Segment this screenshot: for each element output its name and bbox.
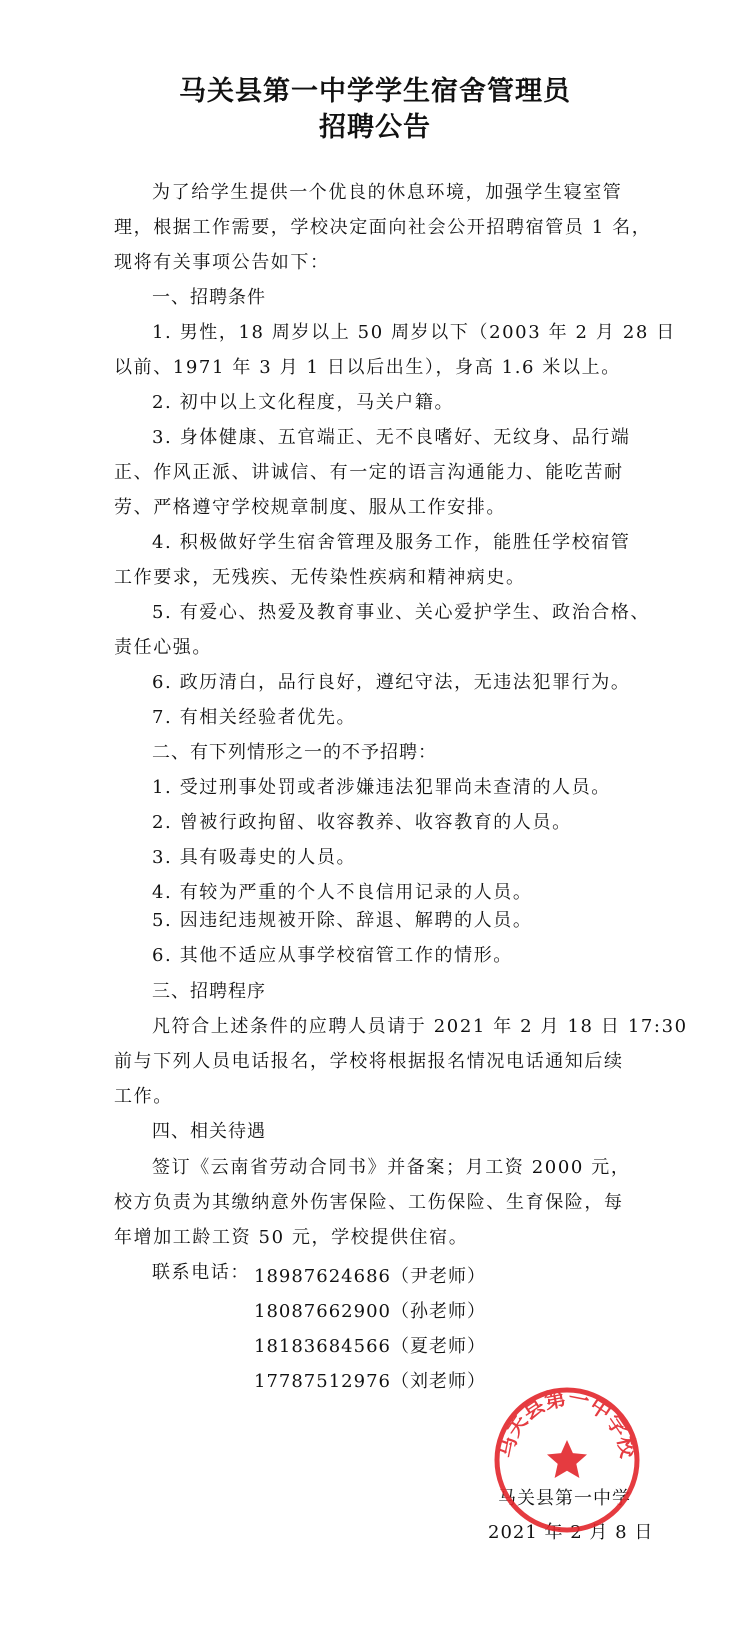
condition-line: 3. 身体健康、五官端正、无不良嗜好、无纹身、品行端 <box>152 427 631 448</box>
section-heading-benefits: 四、相关待遇 <box>152 1121 266 1142</box>
exclusion-line: 1. 受过刑事处罚或者涉嫌违法犯罪尚未查清的人员。 <box>152 777 611 798</box>
condition-line: 7. 有相关经验者优先。 <box>152 707 357 728</box>
procedure-line: 凡符合上述条件的应聘人员请于 2021 年 2 月 18 日 17:30 <box>152 1016 688 1037</box>
section-heading-procedure: 三、招聘程序 <box>152 981 266 1002</box>
exclusion-line: 6. 其他不适应从事学校宿管工作的情形。 <box>152 945 513 966</box>
intro-line: 理，根据工作需要，学校决定面向社会公开招聘宿管员 1 名， <box>114 217 652 238</box>
condition-line: 劳、严格遵守学校规章制度、服从工作安排。 <box>114 497 506 518</box>
condition-line: 责任心强。 <box>114 637 212 658</box>
exclusion-line: 5. 因违纪违规被开除、辞退、解聘的人员。 <box>152 910 533 931</box>
condition-line: 4. 积极做好学生宿舍管理及服务工作，能胜任学校宿管 <box>152 532 631 553</box>
condition-line: 正、作风正派、讲诚信、有一定的语言沟通能力、能吃苦耐 <box>114 462 624 483</box>
signature-org: 马关县第一中学 <box>498 1488 631 1509</box>
procedure-line: 工作。 <box>114 1086 173 1107</box>
contact-phone: 18987624686（尹老师） <box>254 1266 486 1287</box>
condition-line: 2. 初中以上文化程度，马关户籍。 <box>152 392 455 413</box>
benefit-line: 签订《云南省劳动合同书》并备案；月工资 2000 元， <box>152 1157 631 1178</box>
exclusion-line: 4. 有较为严重的个人不良信用记录的人员。 <box>152 882 533 903</box>
page-title: 马关县第一中学学生宿舍管理员 <box>179 76 571 107</box>
signature-date: 2021 年 2 月 8 日 <box>488 1522 654 1543</box>
condition-line: 工作要求，无残疾、无传染性疾病和精神病史。 <box>114 567 526 588</box>
contact-phone: 18087662900（孙老师） <box>254 1301 486 1322</box>
condition-line: 5. 有爱心、热爱及教育事业、关心爱护学生、政治合格、 <box>152 602 651 623</box>
contact-phone: 17787512976（刘老师） <box>254 1371 486 1392</box>
page-subtitle: 招聘公告 <box>319 112 431 143</box>
benefit-line: 年增加工龄工资 50 元，学校提供住宿。 <box>114 1227 469 1248</box>
contact-label: 联系电话： <box>152 1262 250 1283</box>
procedure-line: 前与下列人员电话报名，学校将根据报名情况电话通知后续 <box>114 1051 624 1072</box>
intro-line: 现将有关事项公告如下： <box>114 252 330 273</box>
exclusion-line: 3. 具有吸毒史的人员。 <box>152 847 357 868</box>
intro-line: 为了给学生提供一个优良的休息环境，加强学生寝室管 <box>152 182 623 203</box>
condition-line: 1. 男性，18 周岁以上 50 周岁以下（2003 年 2 月 28 日 <box>152 322 676 343</box>
seal-arc-text: 马关县第一中学校 <box>492 1385 642 1460</box>
condition-line: 以前、1971 年 3 月 1 日以后出生），身高 1.6 米以上。 <box>114 357 621 378</box>
section-heading-conditions: 一、招聘条件 <box>152 287 266 308</box>
section-heading-exclusions: 二、有下列情形之一的不予招聘： <box>152 742 437 763</box>
exclusion-line: 2. 曾被行政拘留、收容教养、收容教育的人员。 <box>152 812 572 833</box>
seal-star <box>547 1440 587 1478</box>
contact-phone: 18183684566（夏老师） <box>254 1336 486 1357</box>
benefit-line: 校方负责为其缴纳意外伤害保险、工伤保险、生育保险，每 <box>114 1192 624 1213</box>
condition-line: 6. 政历清白，品行良好，遵纪守法，无违法犯罪行为。 <box>152 672 631 693</box>
official-seal <box>492 1385 642 1535</box>
